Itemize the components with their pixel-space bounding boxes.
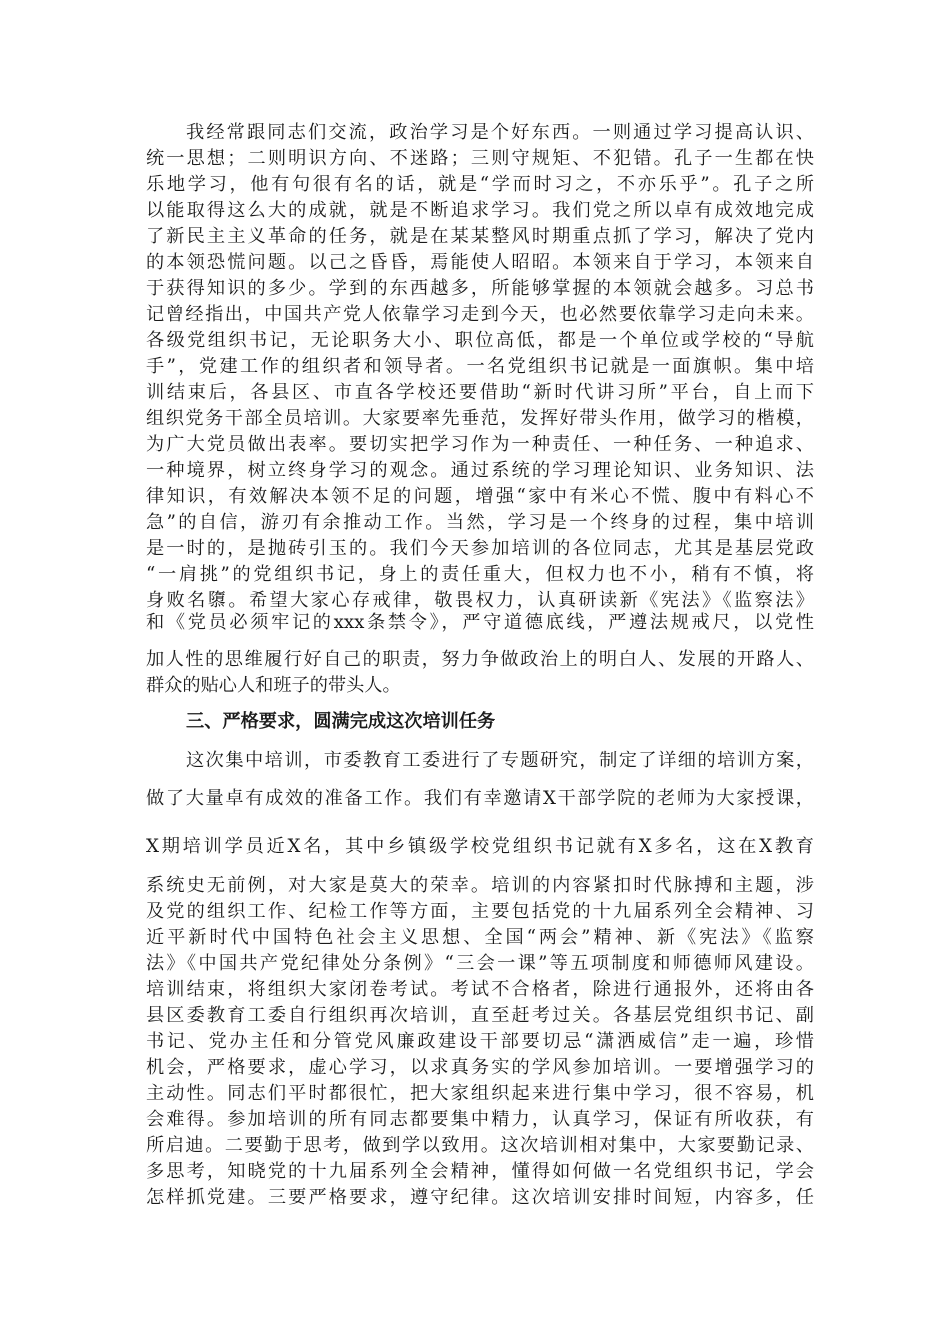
paragraph-line: 律知识，有效解决本领不足的问题，增强“家中有米心不慌、腹中有料心不 bbox=[146, 486, 814, 507]
paragraph-line: 群众的贴心人和班子的带头人。 bbox=[146, 675, 401, 696]
paragraph-line: 各级党组织书记，无论职务大小、职位高低，都是一个单位或学校的“导航 bbox=[146, 330, 814, 351]
paragraph-line: “一肩挑”的党组织书记，身上的责任重大，但权力也不小，稍有不慎，将 bbox=[146, 564, 814, 585]
paragraph-line: 怎样抓党建。三要严格要求，遵守纪律。这次培训安排时间短，内容多，任 bbox=[146, 1187, 814, 1208]
paragraph-line: 系统史无前例，对大家是莫大的荣幸。培训的内容紧扣时代脉搏和主题，涉 bbox=[146, 875, 814, 896]
paragraph-line: 主动性。同志们平时都很忙，把大家组织起来进行集中学习，很不容易，机 bbox=[146, 1083, 814, 1104]
paragraph-line: 训结束后，各县区、市直各学校还要借助“新时代讲习所”平台，自上而下 bbox=[146, 382, 814, 403]
paragraph-line: 于获得知识的多少。学到的东西越多，所能够掌握的本领就会越多。习总书 bbox=[146, 278, 814, 299]
paragraph-line: 一种境界，树立终身学习的观念。通过系统的学习理论知识、业务知识、法 bbox=[146, 460, 814, 481]
paragraph-line: 和《党员必须牢记的xxx条禁令》，严守道德底线，严遵法规戒尺，以党性 bbox=[146, 612, 814, 633]
paragraph-line: 培训结束，将组织大家闭卷考试。考试不合格者，除进行通报外，还将由各 bbox=[146, 979, 814, 1000]
paragraph-line: 会难得。参加培训的所有同志都要集中精力，认真学习，保证有所收获，有 bbox=[146, 1109, 814, 1130]
paragraph-line: 乐地学习，他有句很有名的话，就是“学而时习之，不亦乐乎”。孔子之所 bbox=[146, 174, 814, 195]
paragraph-line: 的本领恐慌问题。以己之昏昏，焉能使人昭昭。本领来自于学习，本领来自 bbox=[146, 252, 814, 273]
paragraph-line: 以能取得这么大的成就，就是不断追求学习。我们党之所以卓有成效地完成 bbox=[146, 200, 814, 221]
paragraph-line: 近平新时代中国特色社会主义思想、全国“两会”精神、新《宪法》《监察 bbox=[146, 927, 814, 948]
paragraph-line: 机会，严格要求，虚心学习，以求真务实的学风参加培训。一要增强学习的 bbox=[146, 1057, 814, 1078]
paragraph-line: 是一时的，是抛砖引玉的。我们今天参加培训的各位同志，尤其是基层党政 bbox=[146, 538, 814, 559]
paragraph-line: X期培训学员近X名，其中乡镇级学校党组织书记就有X多名，这在X教育 bbox=[146, 836, 814, 857]
section-heading: 三、严格要求，圆满完成这次培训任务 bbox=[186, 711, 496, 732]
paragraph-line: 为广大党员做出表率。要切实把学习作为一种责任、一种任务、一种追求、 bbox=[146, 434, 814, 455]
paragraph-line: 身败名隳。希望大家心存戒律，敬畏权力，认真研读新《宪法》《监察法》 bbox=[146, 590, 814, 611]
paragraph-line: 记曾经指出，中国共产党人依靠学习走到今天，也必然要依靠学习走向未来。 bbox=[146, 304, 814, 325]
paragraph-line: 法》《中国共产党纪律处分条例》“三会一课”等五项制度和师德师风建设。 bbox=[146, 953, 814, 974]
paragraph-line: 做了大量卓有成效的准备工作。我们有幸邀请X干部学院的老师为大家授课， bbox=[146, 788, 814, 809]
paragraph-line: 多思考，知晓党的十九届系列全会精神，懂得如何做一名党组织书记，学会 bbox=[146, 1161, 814, 1182]
paragraph-line: 组织党务干部全员培训。大家要率先垂范，发挥好带头作用，做学习的楷模， bbox=[146, 408, 814, 429]
paragraph-line: 县区委教育工委自行组织再次培训，直至赶考过关。各基层党组织书记、副 bbox=[146, 1005, 814, 1026]
paragraph-line: 了新民主主义革命的任务，就是在某某整风时期重点抓了学习，解决了党内 bbox=[146, 226, 814, 247]
paragraph-line: 手”，党建工作的组织者和领导者。一名党组织书记就是一面旗帜。集中培 bbox=[146, 356, 814, 377]
paragraph-line: 加人性的思维履行好自己的职责，努力争做政治上的明白人、发展的开路人、 bbox=[146, 649, 814, 670]
paragraph-line: 这次集中培训，市委教育工委进行了专题研究，制定了详细的培训方案， bbox=[186, 750, 814, 771]
paragraph-line: 及党的组织工作、纪检工作等方面，主要包括党的十九届系列全会精神、习 bbox=[146, 901, 814, 922]
paragraph-line: 急”的自信，游刃有余推动工作。当然，学习是一个终身的过程，集中培训 bbox=[146, 512, 814, 533]
paragraph-line: 书记、党办主任和分管党风廉政建设干部要切忌“潇洒威信”走一遍，珍惜 bbox=[146, 1031, 814, 1052]
paragraph-line: 所启迪。二要勤于思考，做到学以致用。这次培训相对集中，大家要勤记录、 bbox=[146, 1135, 814, 1156]
paragraph-line: 我经常跟同志们交流，政治学习是个好东西。一则通过学习提高认识、 bbox=[186, 122, 814, 143]
paragraph-line: 统一思想；二则明识方向、不迷路；三则守规矩、不犯错。孔子一生都在快 bbox=[146, 148, 814, 169]
